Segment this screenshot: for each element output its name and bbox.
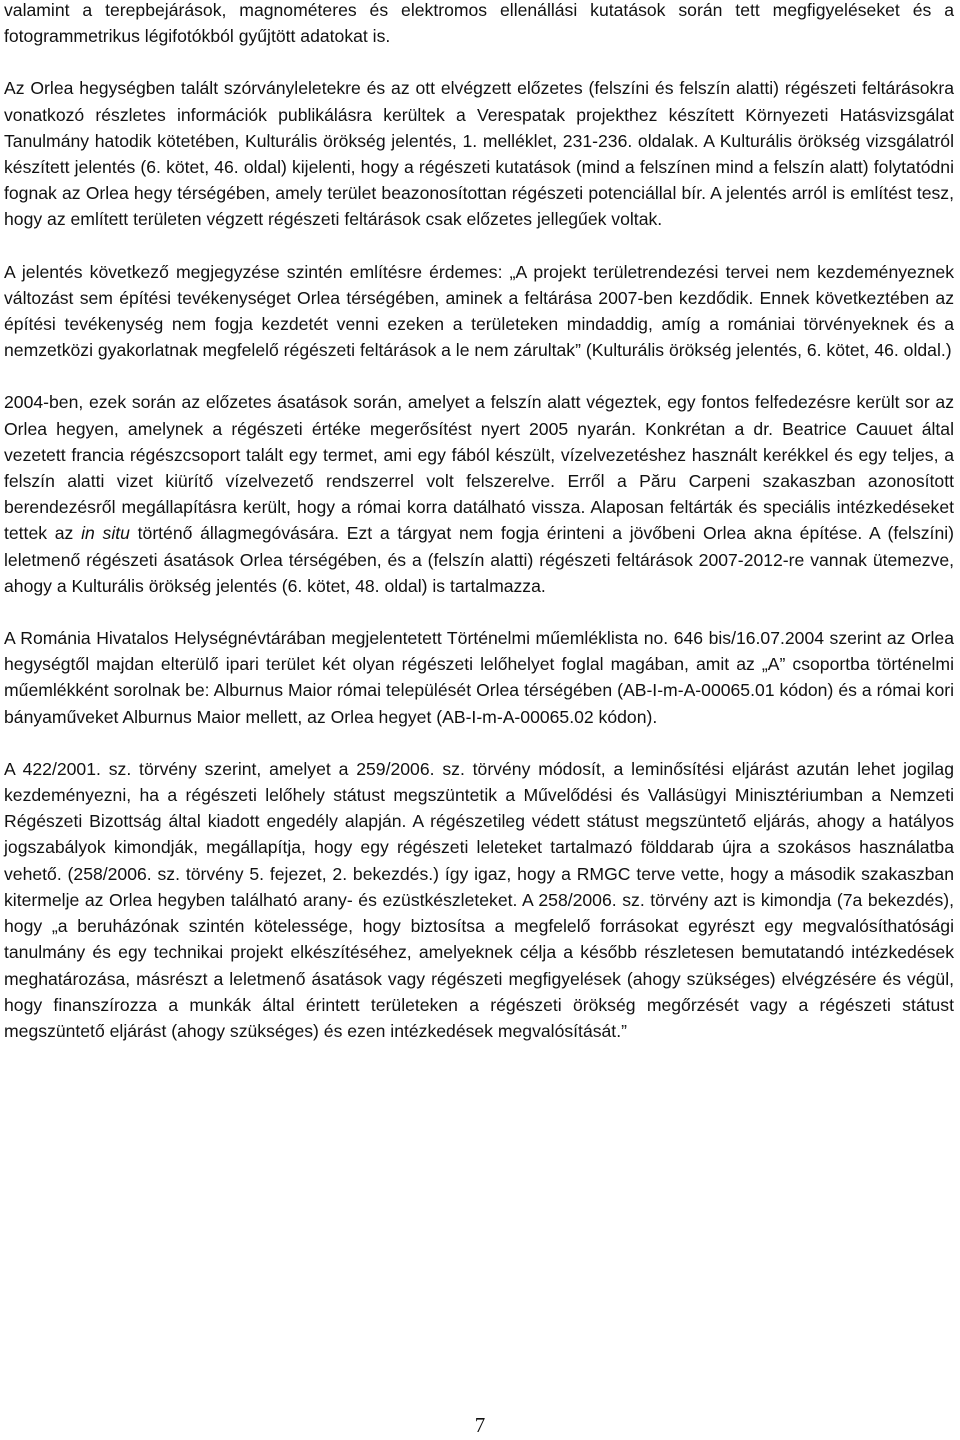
paragraph-4-text-part-2: történő állagmegóvására. Ezt a tárgyat nem fogja érinteni a jövőbeni Orlea akna építése. A (felszíni) leletmenő régészeti ásatások Orlea térségében, és a (felszín alatti) régészeti feltárások 2007-2012-re vannak ütemezve, ahogy a Kulturális örökség jelentés (6. kötet, 48. oldal) is tartalmazza.	[4, 523, 954, 596]
paragraph-6-text: A 422/2001. sz. törvény szerint, amelyet a 259/2006. sz. törvény módosít, a leminősítési eljárást azután lehet jogilag kezdeményezni, ha a régészeti lelőhely státust megszüntetik a Művelődési és Vallásügyi Minisztériumban a Nemzeti Régészeti Bizottság által kiadott engedély alapján. A régészetileg védett státust megszüntető eljárás, ahogy a hatályos jogszabályok kimondják, megállapítja, hogy egy régészeti leleteket tartalmazó földdarab újra a szokásos használatba vehető. (258/2006. sz. törvény 5. fejezet, 2. bekezdés.) így igaz, hogy a RMGC terve vette, hogy a második szakaszban kitermelje az Orlea hegyben található arany- és ezüstkészleteket. A 258/2006. sz. törvény azt is kimondja (7a bekezdés), hogy „a beruházónak szintén kötelessége, hogy biztosítsa a megfelelő forrásokat egyrészt egy megvalósíthatósági tanulmány és egy technikai projekt elkészítéséhez, amelyeknek célja a később részletesen bemutatandó intézkedések meghatározása, másrészt a leletmenő ásatások vagy régészeti megfigyelések (ahogy szükséges) elvégzésére és végül, hogy finanszírozza a munkák által érintett területeken a régészeti örökség megőrzését vagy a régészeti státust megszüntető eljárást (ahogy szükséges) és ezen intézkedések megvalósítását.”	[4, 758, 954, 1041]
page-number: 7	[474, 1413, 486, 1437]
paragraph-2-text: Az Orlea hegységben talált szórványleletekre és az ott elvégzett előzetes (felszíni és felszín alatti) régészeti feltárásokra vonatkozó részletes információk publikálásra kerültek a Verespatak projekthez készített Környezeti Hatásvizsgálat Tanulmány hatodik kötetében, Kulturális örökség jelentés, 1. melléklet, 231-236. oldalak. A Kulturális örökség vizsgálatról készített jelentés (6. kötet, 46. oldal) kijelenti, hogy a régészeti kutatások (mind a felszínen mind a felszín alatt) folytatódni fognak az Orlea hegy térségében, amely terület beazonosítottan régészeti potenciállal bír. A jelentés arról is említést tesz, hogy az említett területen végzett régészeti feltárások csak előzetes jellegűek voltak.	[4, 78, 954, 230]
paragraph-5	[4, 625, 954, 730]
paragraph-5-text: A Románia Hivatalos Helységnévtárában megjelentetett Történelmi műemléklista no. 646 bis/16.07.2004 szerint az Orlea hegységtől majdan elterülő ipari terület két olyan régészeti lelőhelyet foglal magában, amit az „A” csoportba történelmi műemlékként sorolnak be: Alburnus Maior római települését Orlea térségében (AB-I-m-A-00065.01 kódon) és a római kori bányaműveket Alburnus Maior mellett, az Orlea hegyet (AB-I-m-A-00065.02 kódon).	[4, 628, 954, 727]
paragraph-3-text: A jelentés következő megjegyzése szintén említésre érdemes: „A projekt területrendezési tervei nem kezdeményeznek változást sem építési tevékenységet Orlea térségében, aminek a feltárása 2007-ben kezdődik. Ennek következtében az építési tevékenység nem fogja kezdetét venni ezeken a területeken mindaddig, amíg a romániai törvényeknek és a nemzetközi gyakorlatnak megfelelő régészeti feltárások a le nem zárultak” (Kulturális örökség jelentés, 6. kötet, 46. oldal.)	[4, 261, 954, 361]
paragraph-6	[4, 756, 954, 1044]
paragraph-4-text-part-1: 2004-ben, ezek során az előzetes ásatások során, amelyet a felszín alatt végeztek, egy fontos felfedezésre került sor az Orlea hegyen, amelynek a régészeti értéke megerősítést nyert 2005 nyarán. Konkrétan a dr. Beatrice Cauuet által vezetett francia régészcsoport talált egy termet, ami egy fából készült, vízelvezetéshez használt kerékkel és egy teljes, a felszín alatti vizet kiürítő vízelvezető rendszerrel volt felszerelve. Erről a Păru Carpeni szakaszban azonosított berendezésről megállapításra került, hogy a római korra datálható vissza. Alaposan feltárták és speciális intézkedéseket tettek az	[4, 392, 954, 544]
paragraph-2	[4, 75, 954, 232]
paragraph-4	[4, 389, 954, 599]
paragraph-3	[4, 259, 954, 364]
paragraph-1-text: valamint a terepbejárások, magnométeres és elektromos ellenállási kutatások során tett megfigyeléseket és a fotogrammetrikus légifotókból gyűjtött adatokat is.	[4, 0, 954, 47]
paragraph-1	[4, 0, 954, 49]
paragraph-4-italic-in-situ: in situ	[81, 523, 130, 544]
document-body	[4, 0, 954, 1070]
